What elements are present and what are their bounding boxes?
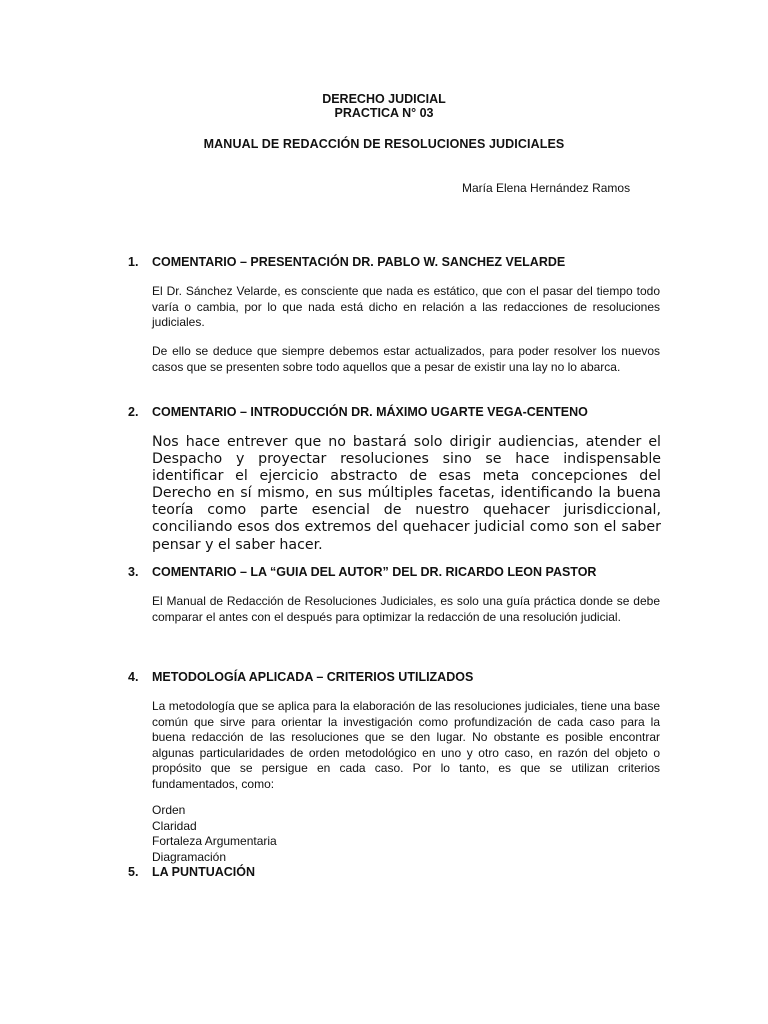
section-3-heading (128, 565, 596, 579)
section-3-title: COMENTARIO – LA “GUIA DEL AUTOR” DEL DR. RICARDO LEON PASTOR (152, 565, 597, 579)
section-1-number: 1. (128, 255, 139, 269)
section-5-heading (128, 865, 255, 879)
section-1-heading (128, 255, 565, 269)
manual-title: MANUAL DE REDACCIÓN DE RESOLUCIONES JUDICIALES (203, 137, 565, 151)
section-2-number: 2. (128, 405, 139, 419)
section-1-paragraph-1: El Dr. Sánchez Velarde, es consciente que nada es estático, que con el pasar del tiempo todo varía o cambia, por lo que nada está dicho en relación a las redacciones de resoluciones judiciales. (152, 284, 660, 329)
section-3-paragraph-1: El Manual de Redacción de Resoluciones Judiciales, es solo una guía práctica donde se debe comparar el antes con el después para optimizar la redacción de una resolución judicial. (152, 594, 660, 624)
practice-number: PRACTICA N° 03 (334, 106, 434, 120)
course-title: DERECHO JUDICIAL (322, 92, 446, 106)
section-5-title: LA PUNTUACIÓN (152, 865, 256, 879)
document-header (0, 92, 768, 120)
section-1-paragraph-2: De ello se deduce que siempre debemos estar actualizados, para poder resolver los nuevos casos que se presenten sobre todo aquellos que a pesar de existir una lay no lo abarca. (152, 344, 660, 374)
section-2-title: COMENTARIO – INTRODUCCIÓN DR. MÁXIMO UGARTE VEGA-CENTENO (152, 405, 588, 419)
section-1-title: COMENTARIO – PRESENTACIÓN DR. PABLO W. SANCHEZ VELARDE (152, 255, 566, 269)
list-item: Claridad (152, 818, 197, 833)
criteria-list (152, 803, 277, 865)
section-5-number: 5. (128, 865, 139, 879)
list-item: Orden (152, 803, 186, 817)
section-2-paragraph-1: Nos hace entrever que no bastará solo dirigir audiencias, atender el Despacho y proyectar resoluciones sino se hace indispensable identificar el ejercicio abstracto de esas meta concepciones del Derecho en sí mismo, en sus múltiples facetas, identificando la buena teoría como parte esencial de nuestro quehacer jurisdiccional, conciliando esos dos extremos del quehacer judicial como son el saber pensar y el saber hacer. (152, 434, 661, 553)
list-item: Fortaleza Argumentaria (152, 834, 277, 848)
section-4-title: METODOLOGÍA APLICADA – CRITERIOS UTILIZADOS (152, 670, 474, 684)
list-item: Diagramación (152, 849, 227, 864)
section-2-heading (128, 405, 588, 419)
section-4-heading (128, 670, 473, 684)
section-3-number: 3. (128, 565, 139, 579)
section-4-number: 4. (128, 670, 139, 684)
author-name: María Elena Hernández Ramos (462, 181, 631, 195)
section-4-paragraph-1: La metodología que se aplica para la elaboración de las resoluciones judiciales, tiene una base común que sirve para orientar la investigación como profundización de cada caso para la buena redacción de las resoluciones que se den lugar. No obstante es posible encontrar algunas particularidades de orden metodológico en uno y otro caso, en razón del objeto o propósito que se persigue en cada caso. Por lo tanto, es que se utilizan criterios fundamentados, como: (152, 699, 660, 791)
